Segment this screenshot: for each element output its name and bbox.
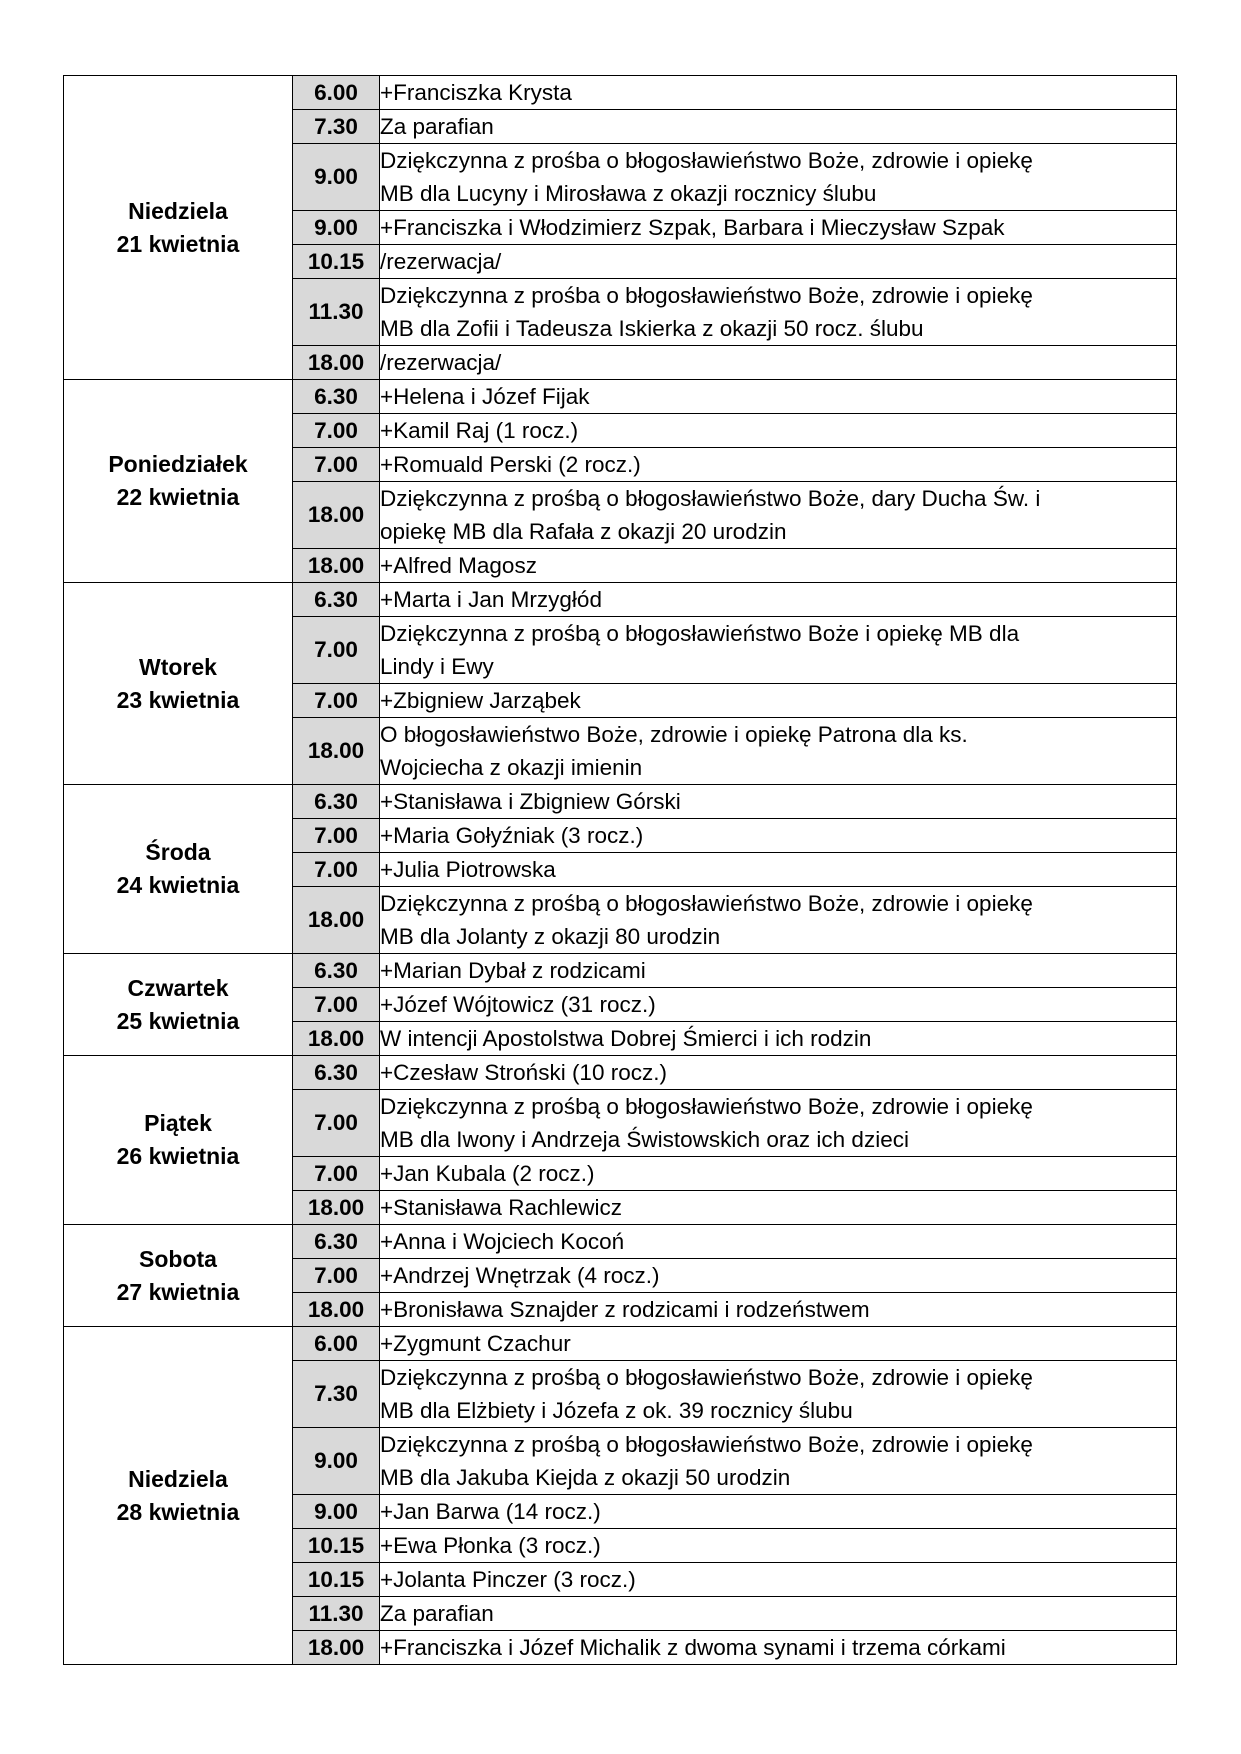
mass-intention: +Bronisława Sznajder z rodzicami i rodzeństwem [380, 1293, 1177, 1327]
mass-intention: Dziękczynna z prośbą o błogosławieństwo Boże, zdrowie i opiekę MB dla Jolanty z okazji 80 urodzin [380, 887, 1177, 954]
table-row [64, 1327, 1177, 1361]
table-row [64, 1225, 1177, 1259]
mass-time: 18.00 [293, 718, 380, 785]
mass-time: 6.30 [293, 1056, 380, 1090]
mass-time: 9.00 [293, 144, 380, 211]
day-cell [64, 785, 293, 954]
mass-intentions-sheet [63, 75, 1177, 1665]
day-name: Środa [145, 839, 211, 865]
day-cell [64, 76, 293, 380]
mass-time: 9.00 [293, 1428, 380, 1495]
mass-intention: +Jan Barwa (14 rocz.) [380, 1495, 1177, 1529]
mass-time: 6.30 [293, 785, 380, 819]
mass-time: 18.00 [293, 1191, 380, 1225]
mass-time: 10.15 [293, 1563, 380, 1597]
mass-intention: W intencji Apostolstwa Dobrej Śmierci i ich rodzin [380, 1022, 1177, 1056]
mass-time: 6.30 [293, 954, 380, 988]
day-cell [64, 954, 293, 1056]
day-date: 28 kwietnia [116, 1498, 240, 1525]
mass-intention: +Stanisława i Zbigniew Górski [380, 785, 1177, 819]
table-row [64, 954, 1177, 988]
mass-intention: +Stanisława Rachlewicz [380, 1191, 1177, 1225]
mass-intention: /rezerwacja/ [380, 346, 1177, 380]
day-date: 26 kwietnia [116, 1143, 240, 1169]
mass-intention: +Franciszka i Józef Michalik z dwoma synami i trzema córkami [380, 1631, 1177, 1665]
day-date: 24 kwietnia [116, 872, 240, 898]
mass-time: 7.00 [293, 448, 380, 482]
mass-time: 6.00 [293, 1327, 380, 1361]
mass-time: 18.00 [293, 549, 380, 583]
mass-intention: +Józef Wójtowicz (31 rocz.) [380, 988, 1177, 1022]
mass-time: 7.30 [293, 1361, 380, 1428]
mass-intention: +Franciszka Krysta [380, 76, 1177, 110]
mass-intention: +Marta i Jan Mrzygłód [380, 583, 1177, 617]
mass-intention: +Czesław Stroński (10 rocz.) [380, 1056, 1177, 1090]
mass-time: 10.15 [293, 245, 380, 279]
mass-time: 18.00 [293, 482, 380, 549]
mass-time: 7.00 [293, 819, 380, 853]
mass-time: 6.30 [293, 380, 380, 414]
mass-time: 7.00 [293, 988, 380, 1022]
day-date: 21 kwietnia [116, 230, 240, 257]
mass-intention: /rezerwacja/ [380, 245, 1177, 279]
mass-time: 6.30 [293, 1225, 380, 1259]
mass-intention: O błogosławieństwo Boże, zdrowie i opiekę Patrona dla ks. Wojciecha z okazji imienin [380, 718, 1177, 785]
mass-intention: +Marian Dybał z rodzicami [380, 954, 1177, 988]
mass-intention: Dziękczynna z prośbą o błogosławieństwo Boże i opiekę MB dla Lindy i Ewy [380, 617, 1177, 684]
mass-time: 18.00 [293, 1293, 380, 1327]
mass-intention: Dziękczynna z prośbą o błogosławieństwo Boże, zdrowie i opiekę MB dla Iwony i Andrzeja Świstowskich oraz ich dzieci [380, 1090, 1177, 1157]
mass-intention: +Zygmunt Czachur [380, 1327, 1177, 1361]
mass-intention: +Alfred Magosz [380, 549, 1177, 583]
day-name: Czwartek [127, 974, 229, 1001]
table-row [64, 583, 1177, 617]
day-cell [64, 1225, 293, 1327]
mass-time: 7.00 [293, 1090, 380, 1157]
mass-time: 7.30 [293, 110, 380, 144]
day-name: Poniedziałek [108, 451, 248, 477]
day-cell [64, 583, 293, 785]
mass-intention: +Kamil Raj (1 rocz.) [380, 414, 1177, 448]
mass-time: 11.30 [293, 279, 380, 346]
mass-intention: +Zbigniew Jarząbek [380, 684, 1177, 718]
mass-intention: Za parafian [380, 1597, 1177, 1631]
mass-intention: Za parafian [380, 110, 1177, 144]
mass-time: 18.00 [293, 887, 380, 954]
mass-intention: Dziękczynna z prośbą o błogosławieństwo Boże, zdrowie i opiekę MB dla Elżbiety i Józefa z ok. 39 rocznicy ślubu [380, 1361, 1177, 1428]
day-cell [64, 1056, 293, 1225]
mass-time: 7.00 [293, 853, 380, 887]
mass-intention: Dziękczynna z prośbą o błogosławieństwo Boże, zdrowie i opiekę MB dla Jakuba Kiejda z okazji 50 urodzin [380, 1428, 1177, 1495]
table-row [64, 380, 1177, 414]
day-date: 22 kwietnia [116, 484, 240, 510]
day-name: Sobota [139, 1245, 217, 1272]
day-name: Piątek [144, 1110, 212, 1136]
mass-time: 18.00 [293, 1631, 380, 1665]
mass-time: 6.00 [293, 76, 380, 110]
mass-intention: +Julia Piotrowska [380, 853, 1177, 887]
mass-intention: Dziękczynna z prośbą o błogosławieństwo Boże, dary Ducha Św. i opiekę MB dla Rafała z okazji 20 urodzin [380, 482, 1177, 549]
mass-intention: Dziękczynna z prośba o błogosławieństwo Boże, zdrowie i opiekę MB dla Lucyny i Mirosława z okazji rocznicy ślubu [380, 144, 1177, 211]
day-date: 27 kwietnia [116, 1278, 240, 1305]
mass-intention: +Maria Gołyźniak (3 rocz.) [380, 819, 1177, 853]
mass-time: 6.30 [293, 583, 380, 617]
table-row [64, 785, 1177, 819]
table-row [64, 76, 1177, 110]
day-date: 23 kwietnia [116, 686, 240, 713]
mass-time: 18.00 [293, 346, 380, 380]
mass-intention: +Anna i Wojciech Kocoń [380, 1225, 1177, 1259]
mass-time: 11.30 [293, 1597, 380, 1631]
day-cell [64, 380, 293, 583]
mass-time: 18.00 [293, 1022, 380, 1056]
mass-time: 7.00 [293, 684, 380, 718]
mass-intention: +Ewa Płonka (3 rocz.) [380, 1529, 1177, 1563]
mass-intention: +Andrzej Wnętrzak (4 rocz.) [380, 1259, 1177, 1293]
mass-time: 9.00 [293, 211, 380, 245]
mass-time: 7.00 [293, 414, 380, 448]
mass-time: 10.15 [293, 1529, 380, 1563]
mass-intention: +Jan Kubala (2 rocz.) [380, 1157, 1177, 1191]
day-date: 25 kwietnia [116, 1007, 240, 1034]
mass-time: 9.00 [293, 1495, 380, 1529]
day-cell [64, 1327, 293, 1665]
mass-intention: +Romuald Perski (2 rocz.) [380, 448, 1177, 482]
mass-time: 7.00 [293, 617, 380, 684]
mass-intention: +Franciszka i Włodzimierz Szpak, Barbara i Mieczysław Szpak [380, 211, 1177, 245]
mass-time: 7.00 [293, 1259, 380, 1293]
day-name: Niedziela [128, 1465, 228, 1492]
day-name: Niedziela [128, 197, 228, 224]
day-name: Wtorek [139, 653, 217, 680]
mass-intention: +Jolanta Pinczer (3 rocz.) [380, 1563, 1177, 1597]
mass-intention: +Helena i Józef Fijak [380, 380, 1177, 414]
mass-intention: Dziękczynna z prośba o błogosławieństwo Boże, zdrowie i opiekę MB dla Zofii i Tadeusza Iskierka z okazji 50 rocz. ślubu [380, 279, 1177, 346]
table-row [64, 1056, 1177, 1090]
mass-time: 7.00 [293, 1157, 380, 1191]
mass-schedule-table [63, 75, 1177, 1665]
